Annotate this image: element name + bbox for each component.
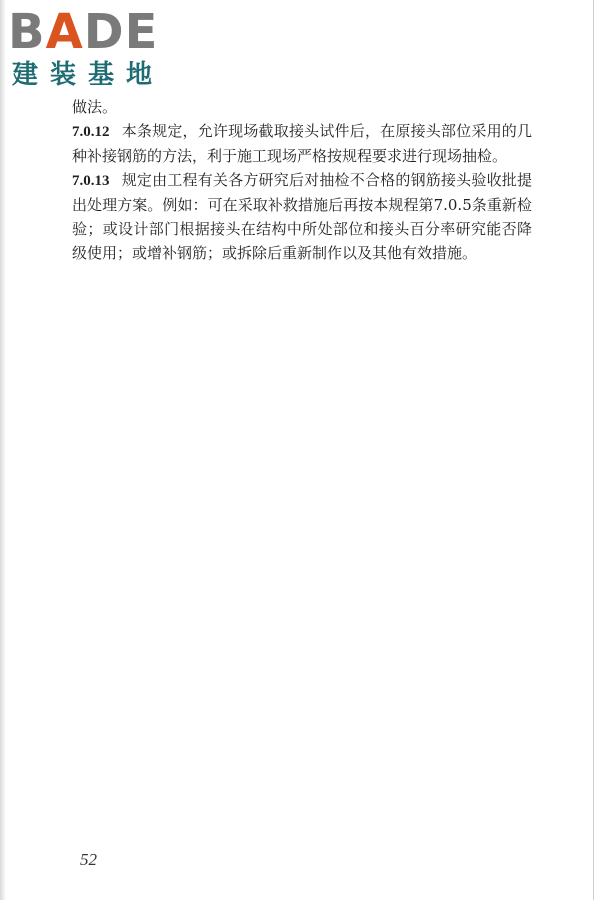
clause-7-0-12 bbox=[72, 119, 532, 168]
page-right-edge bbox=[593, 0, 594, 900]
logo-subtitle: 建装基地 bbox=[12, 60, 165, 90]
logo-wordmark bbox=[8, 6, 158, 58]
page-left-shadow bbox=[0, 0, 6, 900]
page-number: 52 bbox=[80, 850, 97, 869]
logo-letter-b: B bbox=[8, 4, 46, 60]
clause-number: 7.0.13 bbox=[72, 173, 110, 189]
continuation-text: 做法。 bbox=[72, 98, 118, 116]
bade-logo bbox=[8, 6, 178, 94]
clause-7-0-13 bbox=[72, 168, 532, 265]
clause-text: 规定由工程有关各方研究后对抽检不合格的钢筋接头验收批提出处理方案。例如：可在采取补救措施后再按本规程第7.0.5条重新检验；或设计部门根据接头在结构中所处部位和接头百分率研究能否降级使用；或增补钢筋；或拆除后重新制作以及其他有效措施。 bbox=[72, 171, 532, 262]
clause-text: 本条规定，允许现场截取接头试件后，在原接头部位采用的几种补接钢筋的方法，利于施工现场严格按规程要求进行现场抽检。 bbox=[72, 122, 532, 165]
document-body bbox=[72, 95, 532, 265]
logo-letters-de: DE bbox=[83, 4, 159, 60]
logo-letter-a: A bbox=[45, 4, 84, 60]
clause-number: 7.0.12 bbox=[72, 124, 110, 140]
